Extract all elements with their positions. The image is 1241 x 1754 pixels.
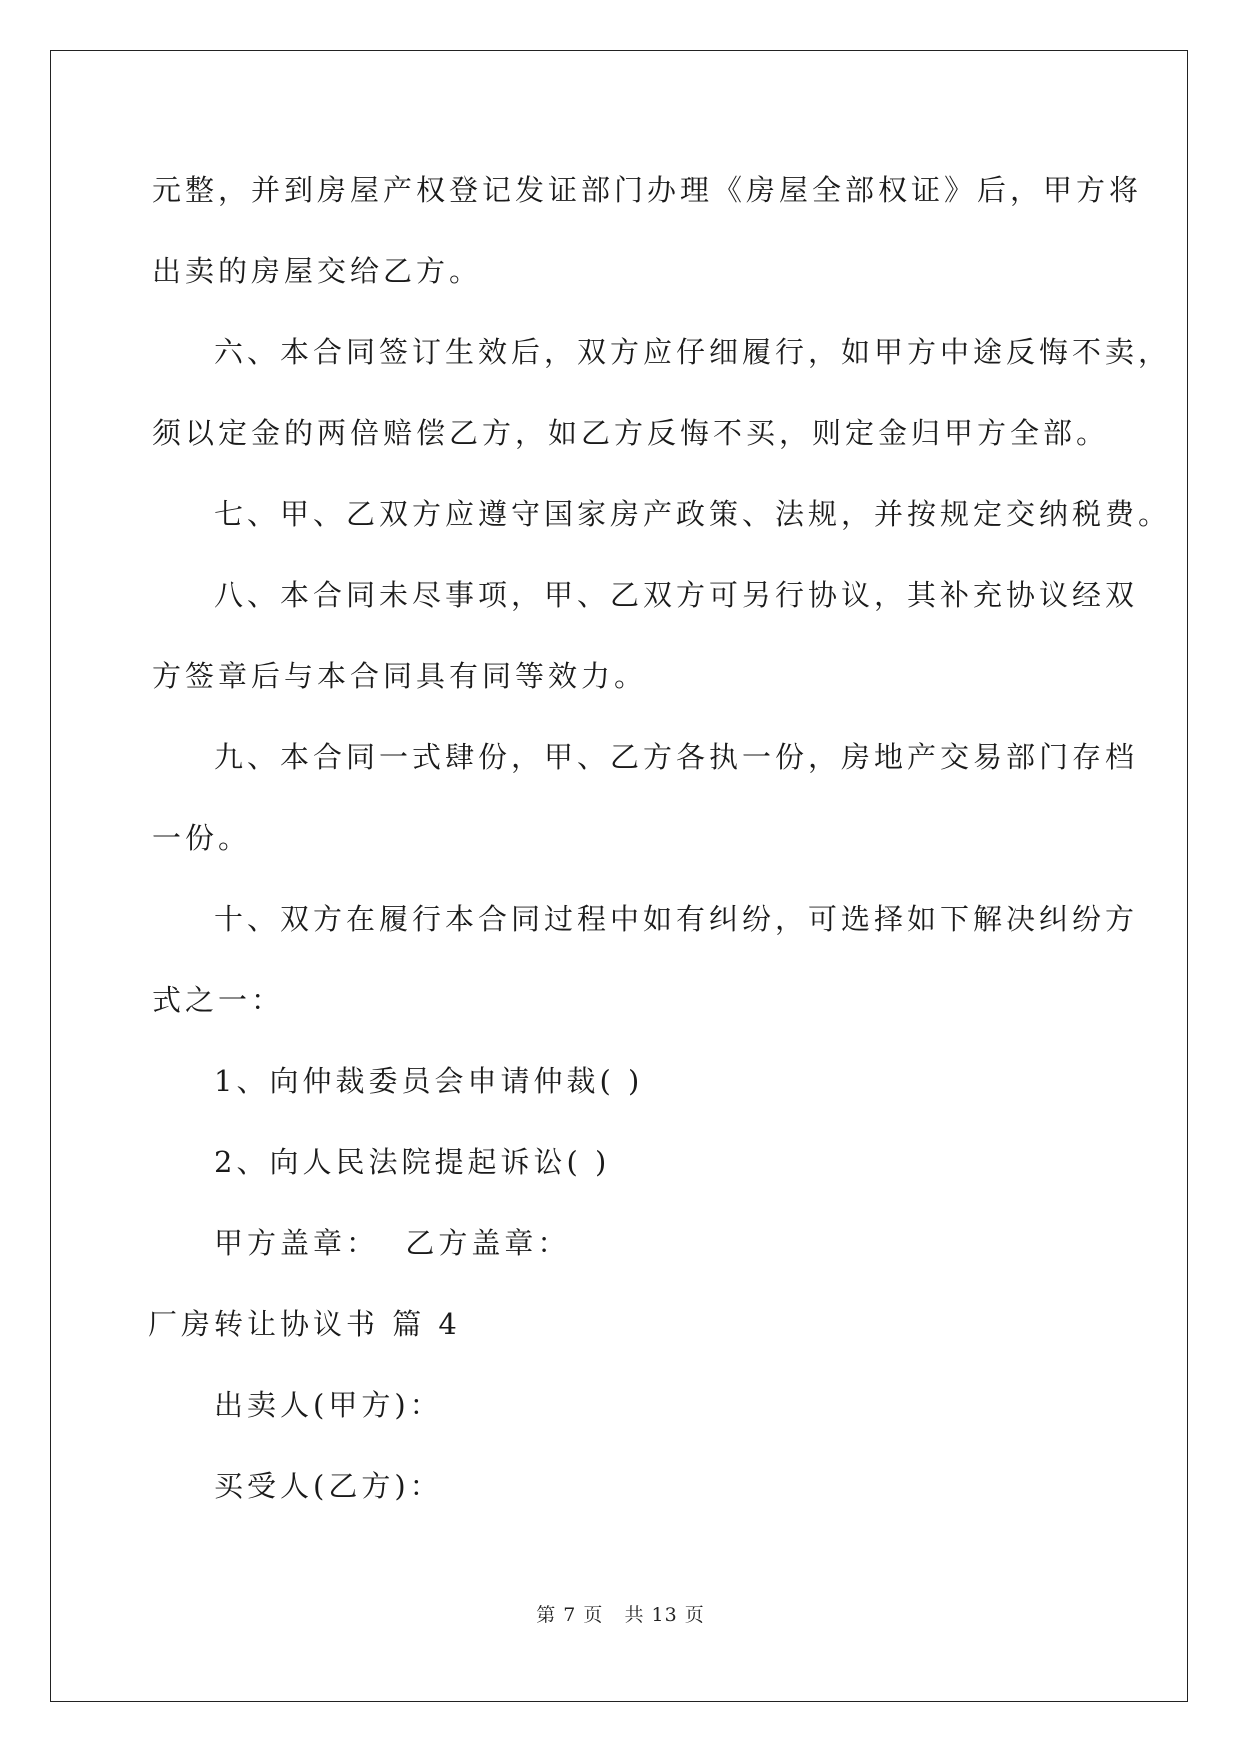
body-line: 2、向人民法院提起诉讼( ) bbox=[214, 1145, 611, 1179]
signature-line: 甲方盖章： 乙方盖章： bbox=[214, 1226, 571, 1260]
page-footer: 第 7 页 共 13 页 bbox=[536, 1604, 705, 1626]
body-line: 出卖的房屋交给乙方。 bbox=[152, 254, 483, 288]
section-heading: 厂房转让协议书 篇 4 bbox=[148, 1307, 461, 1341]
body-line: 七、甲、乙双方应遵守国家房产政策、法规，并按规定交纳税费。 bbox=[214, 497, 1172, 531]
body-line: 八、本合同未尽事项，甲、乙双方可另行协议，其补充协议经双 bbox=[214, 578, 1139, 612]
body-line: 1、向仲裁委员会申请仲裁( ) bbox=[214, 1064, 644, 1098]
body-line: 六、本合同签订生效后，双方应仔细履行，如甲方中途反悔不卖， bbox=[214, 335, 1172, 369]
page-border bbox=[50, 50, 1188, 1702]
body-line: 方签章后与本合同具有同等效力。 bbox=[152, 659, 648, 693]
body-line: 十、双方在履行本合同过程中如有纠纷，可选择如下解决纠纷方 bbox=[214, 902, 1139, 936]
body-line: 一份。 bbox=[152, 821, 252, 855]
buyer-line: 买受人(乙方)： bbox=[214, 1469, 443, 1503]
body-line: 须以定金的两倍赔偿乙方，如乙方反悔不买，则定金归甲方全部。 bbox=[152, 416, 1110, 450]
seller-line: 出卖人(甲方)： bbox=[214, 1388, 443, 1422]
body-line: 式之一： bbox=[152, 983, 285, 1017]
body-line: 元整，并到房屋产权登记发证部门办理《房屋全部权证》后，甲方将 bbox=[152, 173, 1143, 207]
body-line: 九、本合同一式肆份，甲、乙方各执一份，房地产交易部门存档 bbox=[214, 740, 1139, 774]
